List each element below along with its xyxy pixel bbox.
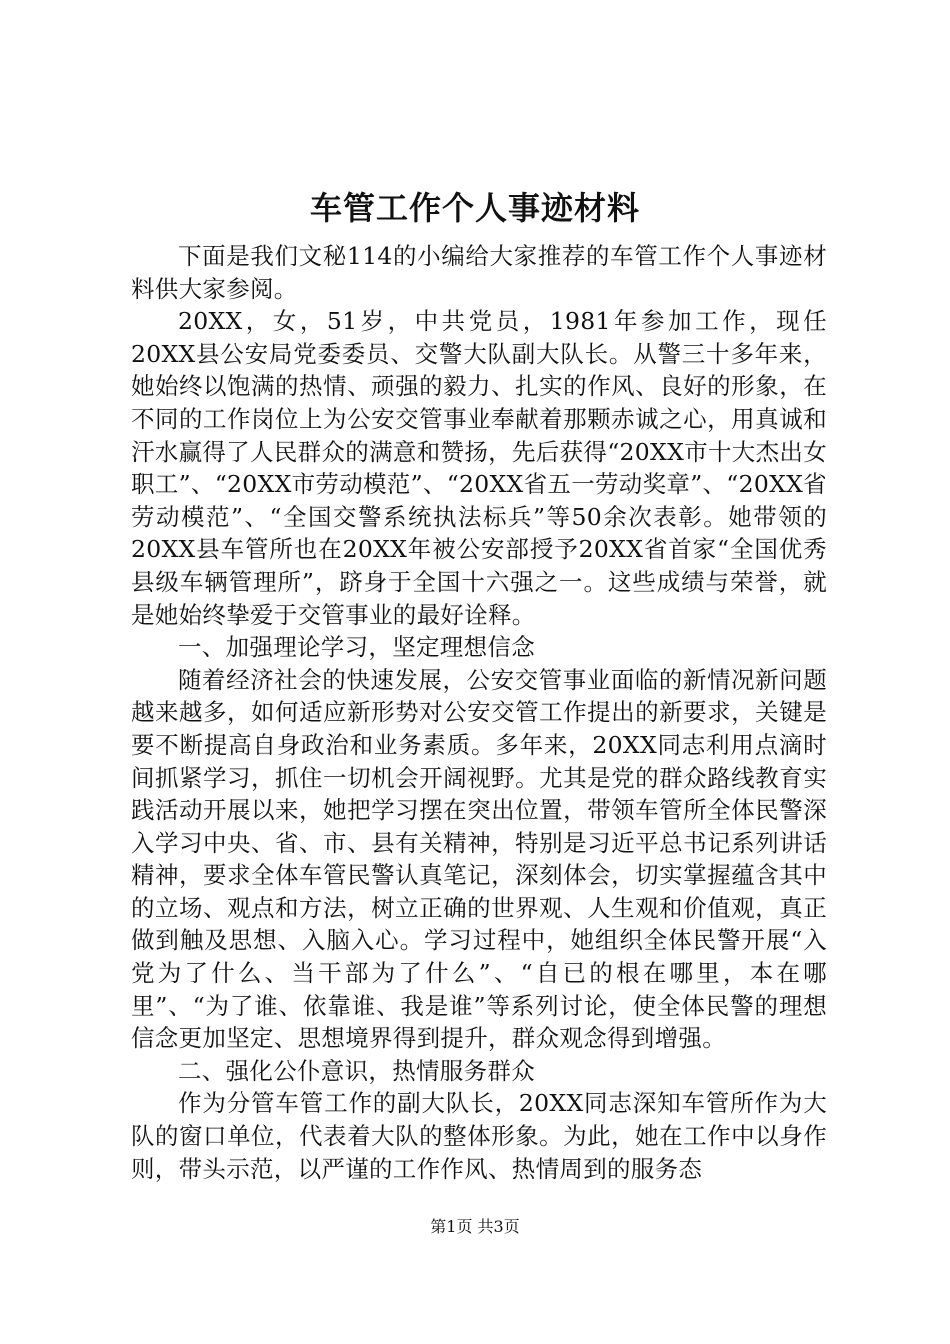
paragraph-section-2: 作为分管车管工作的副大队长，20XX同志深知车管所作为大队的窗口单位，代表着大队的整体形象。为此，她在工作中以身作则，带头示范，以严谨的工作作风、热情周到的服务态: [131, 1089, 827, 1183]
paragraph-section-1: 随着经济社会的快速发展，公安交管事业面临的新情况新问题越来越多，如何适应新形势对公安交管工作提出的新要求，关键是要不断提高自身政治和业务素质。多年来，20XX同志利用点滴时间抓紧学习，抓住一切机会开阔视野。尤其是党的群众路线教育实践活动开展以来，她把学习摆在突出位置，带领车管所全体民警深入学习中央、省、市、县有关精神，特别是习近平总书记系列讲话精神，要求全体车管民警认真笔记，深刻体会，切实掌握蕴含其中的立场、观点和方法，树立正确的世界观、人生观和价值观，真正做到触及思想、入脑入心。学习过程中，她组织全体民警开展“入党为了什么、当干部为了什么”、“自已的根在哪里，本在哪里”、“为了谁、依靠谁、我是谁”等系列讨论，使全体民警的理想信念更加坚定、思想境界得到提升，群众观念得到增强。: [131, 665, 827, 1053]
paragraph-profile: 20XX，女，51岁，中共党员，1981年参加工作，现任20XX县公安局党委委员、交警大队副大队长。从警三十多年来，她始终以饱满的热情、顽强的毅力、扎实的作风、良好的形象，在不同的工作岗位上为公安交管事业奉献着那颗赤诚之心，用真诚和汗水赢得了人民群众的满意和赞扬，先后获得“20XX市十大杰出女职工”、“20XX市劳动模范”、“20XX省五一劳动奖章”、“20XX省劳动模范”、“全国交警系统执法标兵”等50余次表彰。她带领的20XX县车管所也在20XX年被公安部授予20XX省首家“全国优秀县级车辆管理所”，跻身于全国十六强之一。这些成绩与荣誉，就是她始终挚爱于交管事业的最好诠释。: [131, 307, 827, 629]
document-body: [131, 240, 827, 1185]
paragraph-intro: 下面是我们文秘114的小编给大家推荐的车管工作个人事迹材料供大家参阅。: [131, 242, 827, 303]
page-footer: 第1页 共3页: [430, 1217, 520, 1236]
document-title: 车管工作个人事迹材料: [309, 189, 640, 227]
section-heading-2: 二、强化公仆意识，热情服务群众: [178, 1056, 535, 1085]
section-heading-1: 一、加强理论学习，坚定理想信念: [178, 633, 535, 662]
